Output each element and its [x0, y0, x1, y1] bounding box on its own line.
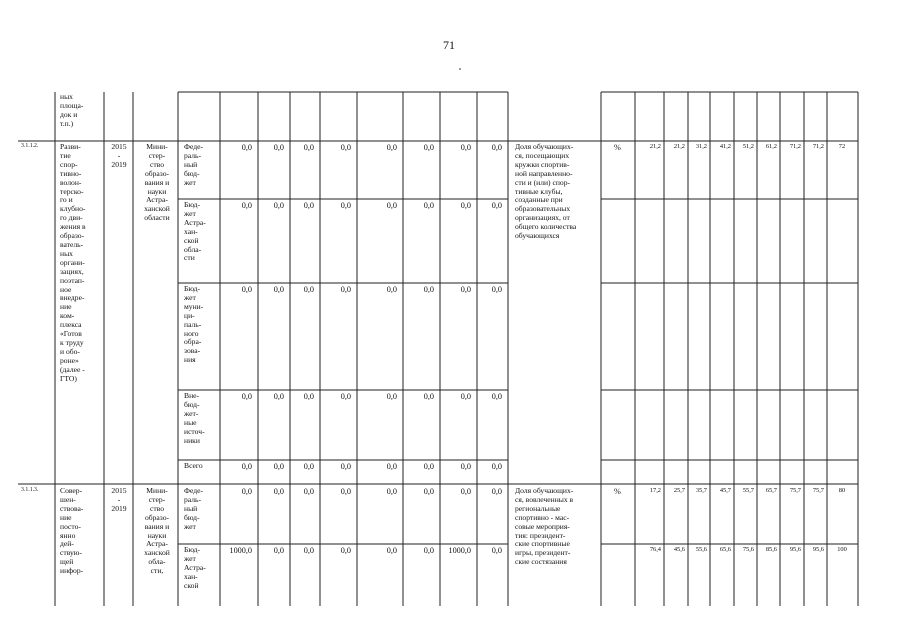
r1-value: 0,0	[386, 201, 397, 210]
row1-source-municipal: Бюд- жет муни- ци- паль- ного обра- зова- ния	[184, 284, 204, 365]
target-value: 71,2	[789, 143, 801, 150]
target-value: 75,7	[789, 487, 801, 494]
r2-value: 0,0	[491, 546, 502, 555]
r2-value: 0,0	[386, 546, 397, 555]
row1-name: Разви- тие спор- тивно- волон- терско- го и клубно- го дви- жения в образо- ватель- ных органи- зациях, поэтап- ное внедре- ние ком- плекса «Готов к труду и обо- роне» (далее - ГТО)	[60, 142, 86, 383]
r1-value: 0,0	[340, 285, 351, 294]
target-value: 100	[837, 546, 847, 553]
r1-value: 0,0	[423, 143, 434, 152]
r1-value: 0,0	[303, 143, 314, 152]
r1-value: 0,0	[460, 201, 471, 210]
r1-value: 0,0	[340, 392, 351, 401]
r1-value: 0,0	[423, 201, 434, 210]
r1-value: 0,0	[460, 392, 471, 401]
r1-value: 0,0	[340, 462, 351, 471]
row2-name: Совер- шен- ствова- ние посто- янно дей- ствую- щей инфор-	[60, 486, 84, 576]
r2-value: 0,0	[241, 487, 252, 496]
continued-name-cell: ных площа- док и т.п.)	[60, 92, 84, 128]
r1-value: 0,0	[241, 462, 252, 471]
r1-value: 0,0	[423, 462, 434, 471]
row1-unit: %	[614, 143, 621, 152]
target-value: 51,2	[742, 143, 754, 150]
target-value: 95,6	[812, 546, 824, 553]
r2-value: 1000,0	[229, 546, 252, 555]
target-value: 65,7	[765, 487, 777, 494]
r1-value: 0,0	[273, 462, 284, 471]
target-value: 45,7	[719, 487, 731, 494]
r1-value: 0,0	[491, 285, 502, 294]
row1-indicator: Доля обучающих- ся, посещающих кружки спортив- ной направленно- сти и (или) спор- тивные клубы, созданные при образовательных организациях, от общего количества обучающихся	[515, 142, 577, 241]
r2-value: 1000,0	[448, 546, 471, 555]
r2-value: 0,0	[303, 546, 314, 555]
row1-source-total: Всего	[184, 461, 203, 470]
row1-source-regional: Бюд- жет Астра- хан- ской обла- сти	[184, 200, 206, 263]
r2-value: 0,0	[423, 546, 434, 555]
r1-value: 0,0	[273, 285, 284, 294]
r1-value: 0,0	[303, 462, 314, 471]
target-value: 31,2	[695, 143, 707, 150]
r2-value: 0,0	[273, 487, 284, 496]
r2-value: 0,0	[423, 487, 434, 496]
r2-value: 0,0	[273, 546, 284, 555]
target-value: 21,2	[673, 143, 685, 150]
r1-value: 0,0	[460, 462, 471, 471]
target-value: 95,6	[789, 546, 801, 553]
page-number: 71	[443, 38, 455, 52]
target-value: 75,6	[742, 546, 754, 553]
r1-value: 0,0	[241, 143, 252, 152]
r2-value: 0,0	[340, 546, 351, 555]
r1-value: 0,0	[273, 201, 284, 210]
r1-value: 0,0	[340, 201, 351, 210]
r1-value: 0,0	[491, 462, 502, 471]
r2-value: 0,0	[386, 487, 397, 496]
r1-value: 0,0	[303, 285, 314, 294]
target-value: 35,7	[695, 487, 707, 494]
r1-value: 0,0	[386, 392, 397, 401]
r2-value: 0,0	[491, 487, 502, 496]
r1-value: 0,0	[303, 201, 314, 210]
r1-value: 0,0	[273, 143, 284, 152]
row2-indicator: Доля обучающих- ся, вовлеченных в региональные спортивно - мас- совые мероприя- тия: президент- ские спортивные игры, президент- ские состязания	[515, 486, 574, 567]
r1-value: 0,0	[303, 392, 314, 401]
r1-value: 0,0	[491, 143, 502, 152]
r1-value: 0,0	[491, 392, 502, 401]
row2-source-federal: Феде- раль- ный бюд- жет	[184, 486, 204, 531]
target-value: 45,6	[673, 546, 685, 553]
row2-years: 2015 - 2019	[111, 486, 127, 513]
r1-value: 0,0	[423, 392, 434, 401]
target-value: 76,4	[649, 546, 661, 553]
r1-value: 0,0	[273, 392, 284, 401]
row2-id: 3.1.1.3.	[21, 487, 39, 493]
target-value: 61,2	[765, 143, 777, 150]
target-value: 17,2	[649, 487, 661, 494]
r1-value: 0,0	[340, 143, 351, 152]
r1-value: 0,0	[491, 201, 502, 210]
r1-value: 0,0	[423, 285, 434, 294]
r2-value: 0,0	[303, 487, 314, 496]
target-value: 75,7	[812, 487, 824, 494]
r2-value: 0,0	[340, 487, 351, 496]
r1-value: 0,0	[241, 392, 252, 401]
r1-value: 0,0	[386, 462, 397, 471]
target-value: 55,7	[742, 487, 754, 494]
r1-value: 0,0	[241, 285, 252, 294]
r2-value: 0,0	[460, 487, 471, 496]
target-value: 85,6	[765, 546, 777, 553]
target-value: 41,2	[719, 143, 731, 150]
row1-source-federal: Феде- раль- ный бюд- жет	[184, 142, 204, 187]
target-value: 65,6	[719, 546, 731, 553]
target-value: 71,2	[812, 143, 824, 150]
row1-id: 3.1.1.2.	[21, 143, 39, 149]
target-value: 55,6	[695, 546, 707, 553]
r1-value: 0,0	[460, 285, 471, 294]
r1-value: 0,0	[460, 143, 471, 152]
row1-executor: Мини- стер- ство образо- вания и науки Астра- ханской области	[144, 142, 170, 223]
r1-value: 0,0	[386, 285, 397, 294]
target-value: 21,2	[649, 143, 661, 150]
row2-executor: Мини- стер- ство образо- вания и науки Астра- ханской обла- сти,	[144, 486, 170, 576]
row1-source-offbudget: Вне- бюд- жет- ные источ- ники	[184, 391, 205, 445]
target-value: 25,7	[673, 487, 685, 494]
row1-years: 2015 - 2019	[111, 142, 127, 169]
row2-unit: %	[614, 487, 621, 496]
r1-value: 0,0	[386, 143, 397, 152]
r1-value: 0,0	[241, 201, 252, 210]
row2-source-regional: Бюд- жет Астра- хан- ской	[184, 545, 206, 590]
target-value: 80	[838, 487, 846, 494]
target-value: 72	[838, 143, 846, 150]
